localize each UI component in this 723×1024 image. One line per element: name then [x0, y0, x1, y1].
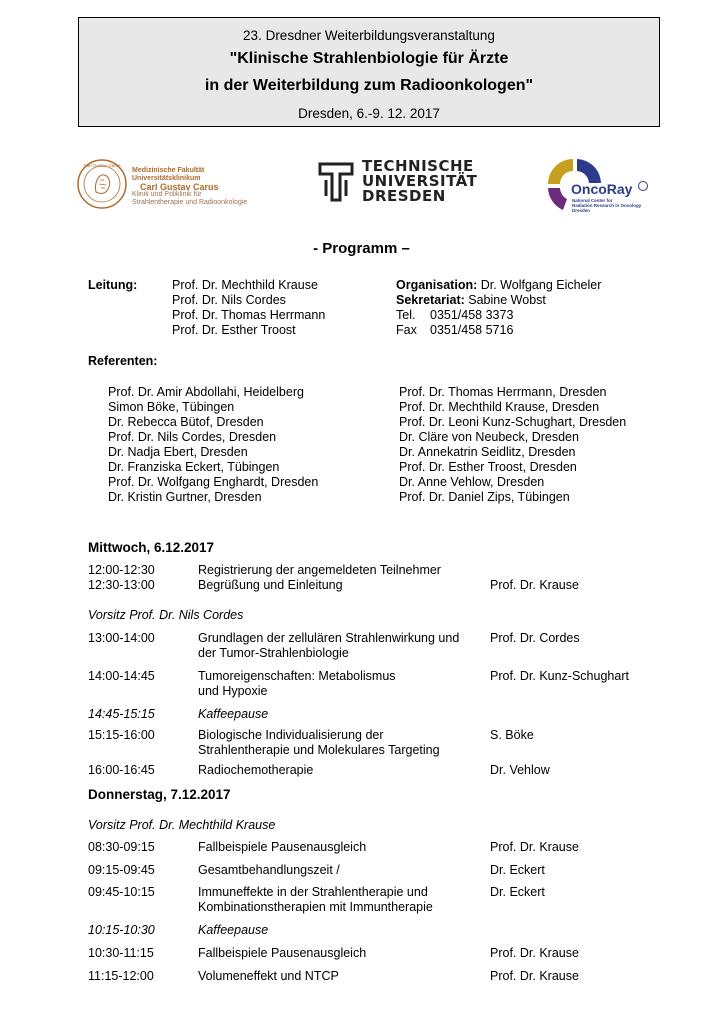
referent-left: Dr. Nadja Ebert, Dresden	[108, 445, 248, 459]
referent-right: Prof. Dr. Daniel Zips, Tübingen	[399, 490, 570, 504]
schedule-topic: Radiochemotherapie	[198, 763, 314, 777]
schedule-time: 09:15-09:45	[88, 863, 155, 877]
organisation-line: Organisation: Dr. Wolfgang Eicheler	[396, 278, 602, 292]
oncoray-name: OncoRay	[571, 181, 633, 197]
schedule-time: 14:00-14:45	[88, 669, 155, 683]
schedule-speaker: S. Böke	[490, 728, 534, 742]
schedule-time: 13:00-14:00	[88, 631, 155, 645]
schedule-time: 10:30-11:15	[88, 946, 154, 960]
tud-line-3: DRESDEN	[362, 187, 446, 205]
schedule-topic: Tumoreigenschaften: Metabolismus	[198, 669, 396, 683]
schedule-speaker: Dr. Vehlow	[490, 763, 550, 777]
vorsitz-line: Vorsitz Prof. Dr. Mechthild Krause	[88, 818, 276, 832]
tel-value: 0351/458 3373	[430, 308, 514, 322]
schedule-topic: Kaffeepause	[198, 707, 269, 721]
tud-line-2: UNIVERSITÄT	[362, 172, 478, 190]
referent-left: Prof. Dr. Amir Abdollahi, Heidelberg	[108, 385, 304, 399]
fax-value: 0351/458 5716	[430, 323, 514, 337]
referent-left: Dr. Rebecca Bütof, Dresden	[108, 415, 264, 429]
leitung-label: Leitung:	[88, 278, 138, 292]
referent-right: Prof. Dr. Leoni Kunz-Schughart, Dresden	[399, 415, 627, 429]
schedule-topic: Immuneffekte in der Strahlentherapie und	[198, 885, 428, 899]
med-line-2: Universitätsklinikum	[132, 175, 201, 182]
event-date-place: Dresden, 6.-9. 12. 2017	[298, 106, 440, 121]
tu-dresden-logo	[316, 157, 478, 208]
oncoray-sub-2: Radiation Research in Oncology	[572, 203, 642, 208]
referent-right: Dr. Annekatrin Seidlitz, Dresden	[399, 445, 576, 459]
schedule-topic-line-2: Strahlentherapie und Molekulares Targeting	[198, 743, 440, 757]
referenten-label: Referenten:	[88, 354, 158, 368]
tel-label: Tel.	[396, 308, 416, 322]
referent-right: Prof. Dr. Thomas Herrmann, Dresden	[399, 385, 607, 399]
sekretariat-line: Sekretariat: Sabine Wobst	[396, 293, 546, 307]
svg-text:Carl Gustav Carus: Carl Gustav Carus	[83, 163, 121, 168]
schedule-time: 11:15-12:00	[88, 969, 154, 983]
event-title-line-2: in der Weiterbildung zum Radioonkologen"	[204, 77, 534, 94]
vorsitz-line: Vorsitz Prof. Dr. Nils Cordes	[88, 608, 244, 622]
schedule-time: 14:45-15:15	[88, 707, 155, 721]
referent-right: Dr. Cläre von Neubeck, Dresden	[399, 430, 579, 444]
schedule-time: 16:00-16:45	[88, 763, 155, 777]
schedule-time: 08:30-09:15	[88, 840, 155, 854]
event-header-box	[78, 17, 660, 127]
schedule-speaker: Prof. Dr. Krause	[490, 578, 579, 592]
schedule-topic: Fallbeispiele Pausenausgleich	[198, 946, 367, 960]
schedule-time: 15:15-16:00	[88, 728, 155, 742]
event-title-line-1: "Klinische Strahlenbiologie für Ärzte	[229, 50, 509, 67]
schedule-speaker: Dr. Eckert	[490, 863, 545, 877]
schedule-topic: Kaffeepause	[198, 923, 269, 937]
referent-left: Dr. Kristin Gurtner, Dresden	[108, 490, 262, 504]
schedule-time: 10:15-10:30	[88, 923, 155, 937]
referent-left: Dr. Franziska Eckert, Tübingen	[108, 460, 280, 474]
oncoray-trademark-icon	[638, 181, 648, 191]
schedule-speaker: Prof. Dr. Cordes	[490, 631, 580, 645]
schedule-topic-line-2: Kombinationstherapien mit Immuntherapie	[198, 900, 433, 914]
day-title-thursday: Donnerstag, 7.12.2017	[88, 787, 231, 802]
fax-label: Fax	[396, 323, 417, 337]
med-line-3: Carl Gustav Carus	[140, 182, 219, 192]
schedule-speaker: Prof. Dr. Kunz-Schughart	[490, 669, 629, 683]
schedule-speaker: Prof. Dr. Krause	[490, 840, 579, 854]
schedule-topic: Registrierung der angemeldeten Teilnehmer	[198, 563, 441, 577]
referent-left: Simon Böke, Tübingen	[108, 400, 235, 414]
schedule-topic: Volumeneffekt und NTCP	[198, 969, 339, 983]
programm-heading: - Programm –	[313, 240, 410, 257]
tud-emblem-icon	[316, 160, 356, 204]
tud-line-1: TECHNISCHE	[362, 157, 474, 175]
event-series: 23. Dresdner Weiterbildungsveranstaltung	[243, 28, 495, 43]
oncoray-sub-1: National Center for	[572, 198, 613, 203]
referent-right: Prof. Dr. Mechthild Krause, Dresden	[399, 400, 600, 414]
schedule-topic: Begrüßung und Einleitung	[198, 578, 343, 592]
schedule-speaker: Prof. Dr. Krause	[490, 969, 579, 983]
med-line-5: Strahlentherapie und Radioonkologie	[132, 199, 248, 206]
schedule-topic: Biologische Individualisierung der	[198, 728, 384, 742]
schedule-speaker: Prof. Dr. Krause	[490, 946, 579, 960]
schedule-time: 12:00-12:30	[88, 563, 155, 577]
referent-right: Dr. Anne Vehlow, Dresden	[399, 475, 545, 489]
referent-right: Prof. Dr. Esther Troost, Dresden	[399, 460, 577, 474]
referent-left: Prof. Dr. Wolfgang Enghardt, Dresden	[108, 475, 319, 489]
schedule-speaker: Dr. Eckert	[490, 885, 545, 899]
schedule-topic: Gesamtbehandlungszeit /	[198, 863, 340, 877]
oncoray-sub-3: Dresden	[572, 208, 591, 213]
med-line-4: Klinik und Poliklinik für	[132, 191, 202, 198]
schedule-topic: Fallbeispiele Pausenausgleich	[198, 840, 367, 854]
schedule-time: 12:30-13:00	[88, 578, 155, 592]
leitung-name-4: Prof. Dr. Esther Troost	[172, 323, 296, 337]
schedule-time: 09:45-10:15	[88, 885, 155, 899]
schedule-topic-line-2: und Hypoxie	[198, 684, 268, 698]
carus-seal-icon	[76, 158, 128, 210]
schedule-topic-line-2: der Tumor-Strahlenbiologie	[198, 646, 349, 660]
med-line-1: Medizinische Fakultät	[132, 167, 205, 174]
oncoray-logo	[543, 155, 653, 217]
schedule-topic: Grundlagen der zellulären Strahlenwirkung und	[198, 631, 460, 645]
leitung-name-1: Prof. Dr. Mechthild Krause	[172, 278, 318, 292]
leitung-name-3: Prof. Dr. Thomas Herrmann	[172, 308, 326, 322]
leitung-name-2: Prof. Dr. Nils Cordes	[172, 293, 286, 307]
med-faculty-logo	[76, 158, 256, 214]
referent-left: Prof. Dr. Nils Cordes, Dresden	[108, 430, 277, 444]
day-title-wednesday: Mittwoch, 6.12.2017	[88, 540, 215, 555]
